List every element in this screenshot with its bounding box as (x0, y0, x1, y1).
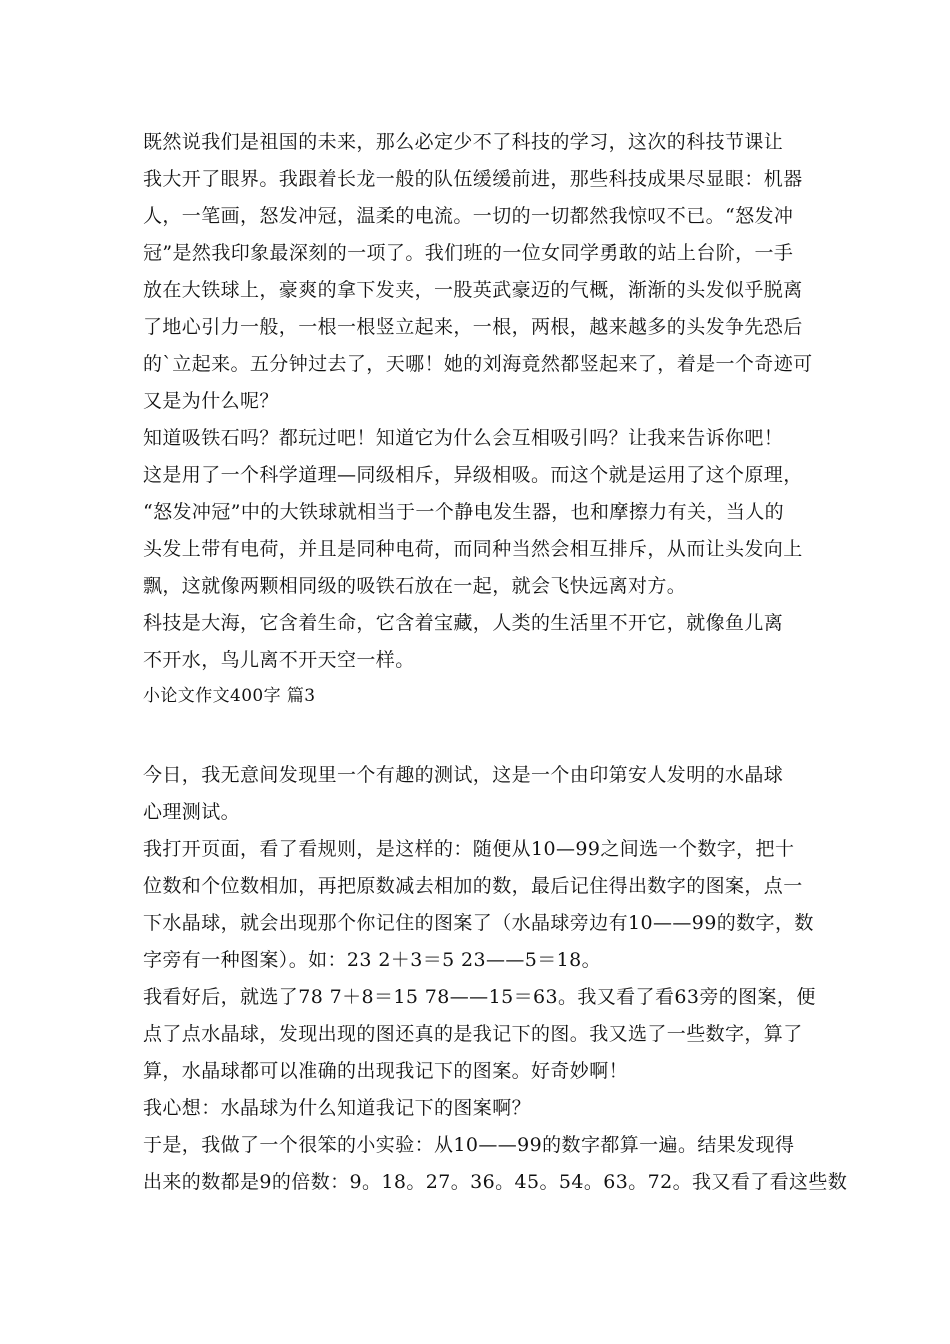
text-line: 心理测试。 (143, 801, 241, 823)
text-line: 于是，我做了一个很笨的小实验：从10——99的数字都算一遍。结果发现得 (143, 1134, 795, 1156)
text-line: 我心想：水晶球为什么知道我记下的图案啊？ (143, 1097, 532, 1119)
paragraph (143, 420, 813, 605)
text-line: 头发上带有电荷，并且是同种电荷，而同种当然会相互排斥，从而让头发向上 (143, 538, 803, 560)
text-line: 人，一笔画，怒发冲冠，温柔的电流。一切的一切都然我惊叹不已。“怒发冲 (143, 205, 794, 227)
paragraph (143, 831, 813, 979)
text-line: 不开水，鸟儿离不开天空一样。 (143, 649, 415, 671)
paragraph (143, 1090, 813, 1127)
paragraph (143, 124, 813, 420)
text-line: 算，水晶球都可以准确的出现我记下的图案。好奇妙啊！ (143, 1060, 629, 1082)
text-line: 科技是大海，它含着生命，它含着宝藏，人类的生活里不开它，就像鱼儿离 (143, 612, 784, 634)
paragraph (143, 605, 813, 679)
text-line: 了地心引力一般，一根一根竖立起来，一根，两根，越来越多的头发争先恐后 (143, 316, 803, 338)
text-line: 放在大铁球上，豪爽的拿下发夹，一股英武豪迈的气概，渐渐的头发似乎脱离 (143, 279, 803, 301)
text-line: “怒发冲冠”中的大铁球就相当于一个静电发生器，也和摩擦力有关，当人的 (143, 501, 785, 523)
text-line: 冠”是然我印象最深刻的一项了。我们班的一位女同学勇敢的站上台阶，一手 (143, 242, 794, 264)
text-line: 我看好后，就选了78 7＋8＝15 78——15＝63。我又看了看63旁的图案，便 (143, 986, 816, 1008)
text-line: 下水晶球，就会出现那个你记住的图案了（水晶球旁边有10——99的数字，数 (143, 912, 814, 934)
section-heading: 小论文作文400字 篇3 (143, 686, 316, 706)
paragraph (143, 757, 813, 831)
paragraph (143, 979, 816, 1090)
text-line: 我打开页面，看了看规则，是这样的：随便从10—99之间选一个数字，把十 (143, 838, 795, 860)
text-line: 知道吸铁石吗？都玩过吧！知道它为什么会互相吸引吗？让我来告诉你吧！ (143, 427, 784, 449)
blank-space (143, 713, 813, 757)
section-heading-block (143, 679, 813, 713)
text-line: 字旁有一种图案）。如：23 2＋3＝5 23——5＝18。 (143, 949, 602, 971)
text-line: 出来的数都是9的倍数：9。18。27。36。45。54。63。72。我又看了看这些数 (143, 1171, 848, 1193)
paragraph (143, 1127, 848, 1201)
text-line: 这是用了一个科学道理—同级相斥，异级相吸。而这个就是运用了这个原理， (143, 464, 803, 486)
document-body (143, 124, 848, 1201)
text-line: 我大开了眼界。我跟着长龙一般的队伍缓缓前进，那些科技成果尽显眼：机器 (143, 168, 803, 190)
text-line: 的`立起来。五分钟过去了，天哪！她的刘海竟然都竖起来了，着是一个奇迹可 (143, 353, 813, 375)
text-line: 点了点水晶球，发现出现的图还真的是我记下的图。我又选了一些数字，算了 (143, 1023, 803, 1045)
text-line: 位数和个位数相加，再把原数减去相加的数，最后记住得出数字的图案，点一 (143, 875, 803, 897)
text-line: 既然说我们是祖国的未来，那么必定少不了科技的学习，这次的科技节课让 (143, 131, 784, 153)
text-line: 今日，我无意间发现里一个有趣的测试，这是一个由印第安人发明的水晶球 (143, 764, 784, 786)
text-line: 飘，这就像两颗相同级的吸铁石放在一起，就会飞快远离对方。 (143, 575, 687, 597)
text-line: 又是为什么呢？ (143, 390, 279, 412)
